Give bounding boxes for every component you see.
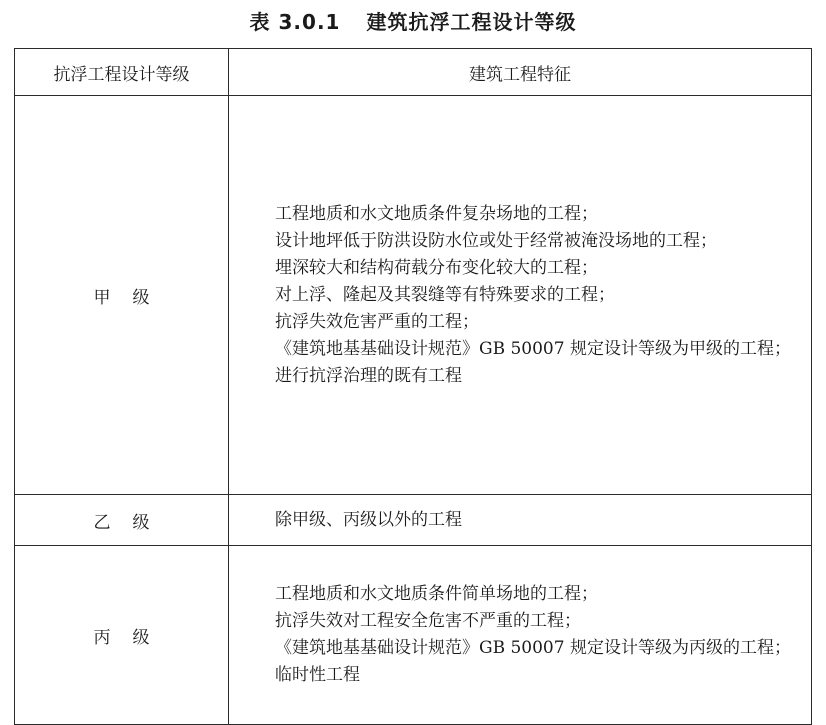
table-row-grade-b xyxy=(15,495,812,546)
design-grade-table xyxy=(14,48,812,725)
feature-item: 《建筑地基基础设计规范》GB 50007 规定设计等级为丙级的工程； xyxy=(275,638,791,658)
feature-item: 《建筑地基基础设计规范》GB 50007 规定设计等级为甲级的工程； xyxy=(275,338,791,359)
column-header-grade: 抗浮工程设计等级 xyxy=(15,49,229,96)
features-cell-b xyxy=(229,495,812,546)
grade-label-char: 级 xyxy=(132,627,150,648)
grade-label-char: 乙 xyxy=(93,512,111,533)
table-title-text: 建筑抗浮工程设计等级 xyxy=(366,10,577,34)
feature-item: 除甲级、丙级以外的工程 xyxy=(275,509,462,530)
feature-item: 抗浮失效危害严重的工程； xyxy=(275,311,479,332)
grade-label-char: 甲 xyxy=(93,287,111,308)
table-number: 表 3.0.1 xyxy=(249,10,341,34)
column-header-features: 建筑工程特征 xyxy=(229,49,812,96)
grade-cell-c xyxy=(15,546,229,725)
grade-cell-a xyxy=(15,96,229,495)
feature-item: 抗浮失效对工程安全危害不严重的工程； xyxy=(275,611,581,631)
table-row-grade-c xyxy=(15,546,812,725)
feature-item: 设计地坪低于防洪设防水位或处于经常被淹没场地的工程； xyxy=(275,230,717,251)
table-header-row xyxy=(15,49,812,96)
feature-item: 临时性工程 xyxy=(275,665,360,685)
feature-item: 进行抗浮治理的既有工程 xyxy=(275,365,462,386)
features-cell-c xyxy=(229,546,812,725)
feature-item: 工程地质和水文地质条件简单场地的工程； xyxy=(275,584,598,604)
grade-cell-b xyxy=(15,495,229,546)
table-row-grade-a xyxy=(15,96,812,495)
features-cell-a xyxy=(229,96,812,495)
feature-item: 对上浮、隆起及其裂缝等有特殊要求的工程； xyxy=(275,284,615,305)
grade-label-char: 级 xyxy=(132,287,150,308)
feature-item: 埋深较大和结构荷载分布变化较大的工程； xyxy=(275,257,598,278)
table-title xyxy=(0,8,826,36)
grade-label-char: 丙 xyxy=(93,627,111,648)
feature-item: 工程地质和水文地质条件复杂场地的工程； xyxy=(275,203,598,224)
grade-label-char: 级 xyxy=(132,512,150,533)
